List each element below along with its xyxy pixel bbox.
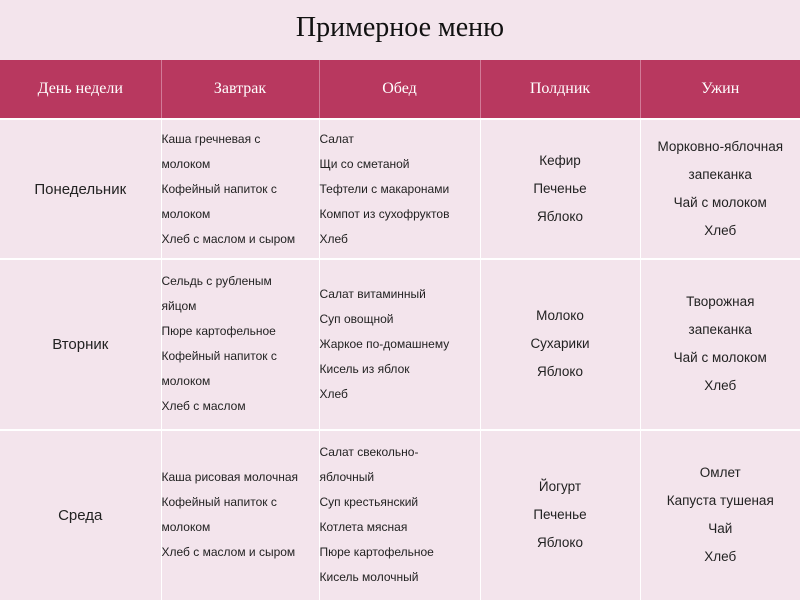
header-lunch: Обед [319, 60, 480, 119]
menu-item: Компот из сухофруктов [319, 206, 450, 221]
day-cell: Понедельник [0, 119, 161, 259]
menu-item: Хлеб [704, 378, 737, 394]
menu-item: Чай с молоком [673, 350, 767, 366]
table-row [0, 119, 800, 259]
menu-item: Хлеб с маслом и сыром [161, 545, 296, 560]
menu-item: Яблоко [537, 209, 583, 225]
menu-item: Котлета мясная [319, 520, 408, 535]
menu-item: Салат витаминный [319, 286, 426, 301]
snack-cell [480, 259, 640, 429]
menu-item: молоком [161, 520, 211, 535]
menu-item: Каша гречневая с [161, 131, 261, 146]
menu-item: молоком [161, 374, 211, 389]
menu-item: Хлеб с маслом и сыром [161, 231, 296, 246]
day-cell: Вторник [0, 259, 161, 429]
menu-item: Хлеб [319, 231, 348, 246]
menu-item: Творожная [686, 294, 755, 310]
snack-cell [480, 430, 640, 600]
menu-item: Салат [319, 131, 354, 146]
menu-item: Морковно-яблочная [657, 139, 784, 155]
menu-item: Чай с молоком [673, 195, 767, 211]
dinner-cell [640, 430, 800, 600]
lunch-cell [319, 259, 480, 429]
menu-item: Пюре картофельное [319, 545, 434, 560]
menu-item: Каша рисовая молочная [161, 470, 298, 485]
menu-item: Молоко [536, 308, 584, 324]
menu-item: Чай [708, 521, 733, 537]
breakfast-cell [161, 430, 319, 600]
table-row [0, 430, 800, 600]
breakfast-cell [161, 119, 319, 259]
menu-item: Кефир [539, 153, 581, 169]
menu-item: молоком [161, 156, 211, 171]
header-day: День недели [0, 60, 161, 119]
breakfast-cell [161, 259, 319, 429]
menu-table [0, 60, 800, 600]
dinner-cell [640, 119, 800, 259]
menu-item: Яблоко [537, 535, 583, 551]
menu-item: Салат свекольно- [319, 445, 419, 460]
menu-item: Хлеб [319, 386, 348, 401]
header-row [0, 60, 800, 119]
menu-item: Пюре картофельное [161, 324, 276, 339]
dinner-cell [640, 259, 800, 429]
lunch-cell [319, 119, 480, 259]
menu-item: Кисель молочный [319, 570, 419, 585]
menu-item: Тефтели с макаронами [319, 181, 450, 196]
menu-item: Сухарики [530, 336, 590, 352]
menu-item: Кофейный напиток с [161, 349, 277, 364]
menu-item: Суп крестьянский [319, 495, 419, 510]
menu-item: Печенье [533, 181, 587, 197]
menu-item: Жаркое по-домашнему [319, 336, 450, 351]
page-title: Примерное меню [295, 12, 505, 43]
menu-item: Кисель из яблок [319, 361, 410, 376]
snack-cell [480, 119, 640, 259]
menu-item: Омлет [699, 465, 741, 481]
menu-item: Хлеб [704, 223, 737, 239]
menu-item: Сельдь с рубленым [161, 274, 272, 289]
menu-item: Печенье [533, 507, 587, 523]
menu-item: Хлеб с маслом [161, 399, 246, 414]
menu-item: молоком [161, 206, 211, 221]
header-breakfast: Завтрак [161, 60, 319, 119]
table-row [0, 259, 800, 429]
menu-item: запеканка [688, 167, 752, 183]
menu-item: Йогурт [538, 479, 582, 495]
menu-item: Кофейный напиток с [161, 181, 277, 196]
menu-item: запеканка [688, 322, 752, 338]
header-snack: Полдник [480, 60, 640, 119]
menu-item: Щи со сметаной [319, 156, 410, 171]
menu-item: Капуста тушеная [666, 493, 774, 509]
menu-item: Яблоко [537, 364, 583, 380]
lunch-cell [319, 430, 480, 600]
menu-item: яблочный [319, 470, 375, 485]
menu-item: Кофейный напиток с [161, 495, 277, 510]
menu-item: Суп овощной [319, 311, 394, 326]
menu-item: Хлеб [704, 549, 737, 565]
day-cell: Среда [0, 430, 161, 600]
header-dinner: Ужин [640, 60, 800, 119]
menu-item: яйцом [161, 299, 197, 314]
